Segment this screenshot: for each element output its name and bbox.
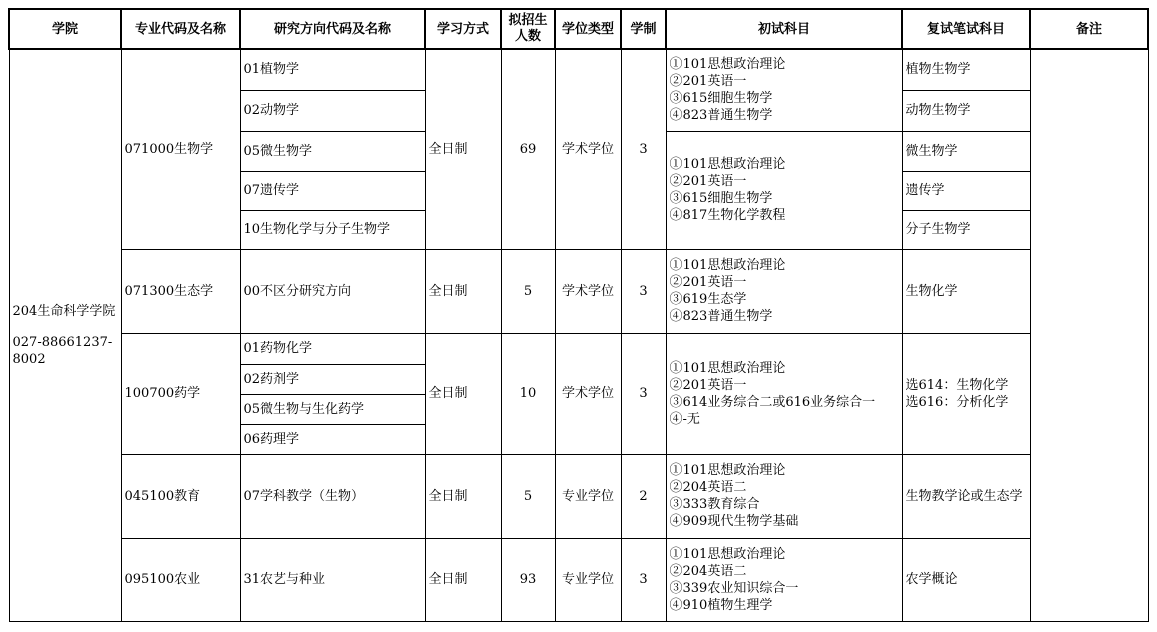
- header-years: 学制: [621, 9, 666, 49]
- degree-cell: 学术学位: [555, 249, 621, 333]
- exam-line: ①101思想政治理论: [669, 463, 786, 478]
- table-row: [9, 454, 1148, 538]
- retest-cell: 生物化学: [902, 249, 1030, 333]
- mode-cell: 全日制: [425, 454, 501, 538]
- exam-cell: [666, 249, 902, 333]
- college-phone: 027-88661237-8002: [12, 334, 113, 367]
- exam-line: ②201英语一: [669, 377, 747, 393]
- exam-line: ③339农业知识综合一: [669, 580, 799, 596]
- header-remark: 备注: [1030, 9, 1148, 49]
- retest-line: 选616：分析化学: [905, 394, 1009, 410]
- remark-cell: [1030, 49, 1148, 621]
- retest-cell: 分子生物学: [902, 210, 1030, 249]
- exam-line: ②204英语二: [669, 563, 747, 579]
- exam-line: ③615细胞生物学: [669, 191, 773, 206]
- direction-cell: 07学科教学（生物）: [240, 454, 425, 538]
- college-cell: [9, 49, 121, 621]
- years-cell: 3: [621, 333, 666, 454]
- retest-cell: 农学概论: [902, 538, 1030, 621]
- direction-cell: 07遗传学: [240, 171, 425, 210]
- years-cell: 3: [621, 538, 666, 621]
- header-degree: 学位类型: [555, 9, 621, 49]
- exam-line: ②201英语一: [669, 275, 747, 290]
- quota-cell: 10: [501, 333, 555, 454]
- direction-cell: 01药物化学: [240, 333, 425, 364]
- table-row: [9, 249, 1148, 333]
- exam-line: ③619生态学: [669, 292, 747, 307]
- table-row: [9, 538, 1148, 621]
- quota-cell: 5: [501, 249, 555, 333]
- mode-cell: 全日制: [425, 333, 501, 454]
- header-direction: 研究方向代码及名称: [240, 9, 425, 49]
- exam-line: ④823普通生物学: [669, 108, 773, 124]
- direction-cell: 02动物学: [240, 90, 425, 131]
- exam-line: ①101思想政治理论: [669, 360, 786, 376]
- major-name: 095100农业: [121, 538, 240, 621]
- college-name: 204生命科学学院: [12, 303, 116, 319]
- exam-line: ④-无: [669, 411, 700, 427]
- major-name: 071300生态学: [121, 249, 240, 333]
- mode-cell: 全日制: [425, 538, 501, 621]
- header-college: 学院: [9, 9, 121, 49]
- exam-line: ③615细胞生物学: [669, 91, 773, 107]
- degree-cell: 专业学位: [555, 454, 621, 538]
- direction-cell: 31农艺与种业: [240, 538, 425, 621]
- header-exam: 初试科目: [666, 9, 902, 49]
- header-major: 专业代码及名称: [121, 9, 240, 49]
- header-quota: 拟招生人数: [501, 9, 555, 49]
- header-retest: 复试笔试科目: [902, 9, 1030, 49]
- years-cell: 3: [621, 249, 666, 333]
- direction-cell: 00不区分研究方向: [240, 249, 425, 333]
- direction-cell: 05微生物学: [240, 131, 425, 171]
- exam-line: ④817生物化学教程: [669, 208, 786, 223]
- degree-cell: 学术学位: [555, 49, 621, 249]
- retest-cell: 遗传学: [902, 171, 1030, 210]
- direction-cell: 05微生物与生化药学: [240, 394, 425, 424]
- direction-cell: 10生物化学与分子生物学: [240, 210, 425, 249]
- retest-cell: 生物教学论或生态学: [902, 454, 1030, 538]
- exam-line: ②204英语二: [669, 480, 747, 495]
- exam-cell: [666, 538, 902, 621]
- exam-line: ①101思想政治理论: [669, 157, 786, 172]
- direction-cell: 01植物学: [240, 49, 425, 90]
- exam-line: ②201英语一: [669, 74, 747, 90]
- exam-cell: [666, 454, 902, 538]
- exam-line: ④909现代生物学基础: [669, 514, 799, 529]
- years-cell: 3: [621, 49, 666, 249]
- table-row: [9, 49, 1148, 90]
- exam-line: ③614业务综合二或616业务综合一: [669, 394, 876, 410]
- exam-line: ③333教育综合: [669, 497, 760, 512]
- years-cell: 2: [621, 454, 666, 538]
- exam-cell: [666, 49, 902, 131]
- major-name: 071000生物学: [121, 49, 240, 249]
- header-mode: 学习方式: [425, 9, 501, 49]
- major-name: 045100教育: [121, 454, 240, 538]
- mode-cell: 全日制: [425, 49, 501, 249]
- retest-cell: 动物生物学: [902, 90, 1030, 131]
- exam-cell: [666, 333, 902, 454]
- mode-cell: 全日制: [425, 249, 501, 333]
- retest-cell: 微生物学: [902, 131, 1030, 171]
- retest-cell: [902, 333, 1030, 454]
- exam-line: ①101思想政治理论: [669, 258, 786, 273]
- retest-cell: 植物生物学: [902, 49, 1030, 90]
- quota-cell: 5: [501, 454, 555, 538]
- table-row: [9, 333, 1148, 364]
- degree-cell: 学术学位: [555, 333, 621, 454]
- quota-cell: 69: [501, 49, 555, 249]
- exam-cell: [666, 131, 902, 249]
- enrollment-table: [8, 8, 1149, 622]
- quota-cell: 93: [501, 538, 555, 621]
- retest-line: 选614：生物化学: [905, 377, 1009, 393]
- degree-cell: 专业学位: [555, 538, 621, 621]
- direction-cell: 06药理学: [240, 424, 425, 454]
- exam-line: ①101思想政治理论: [669, 546, 786, 562]
- exam-line: ②201英语一: [669, 174, 747, 189]
- major-name: 100700药学: [121, 333, 240, 454]
- exam-line: ④823普通生物学: [669, 309, 773, 324]
- header-row: [9, 9, 1148, 49]
- exam-line: ①101思想政治理论: [669, 57, 786, 73]
- exam-line: ④910植物生理学: [669, 597, 773, 613]
- direction-cell: 02药剂学: [240, 364, 425, 394]
